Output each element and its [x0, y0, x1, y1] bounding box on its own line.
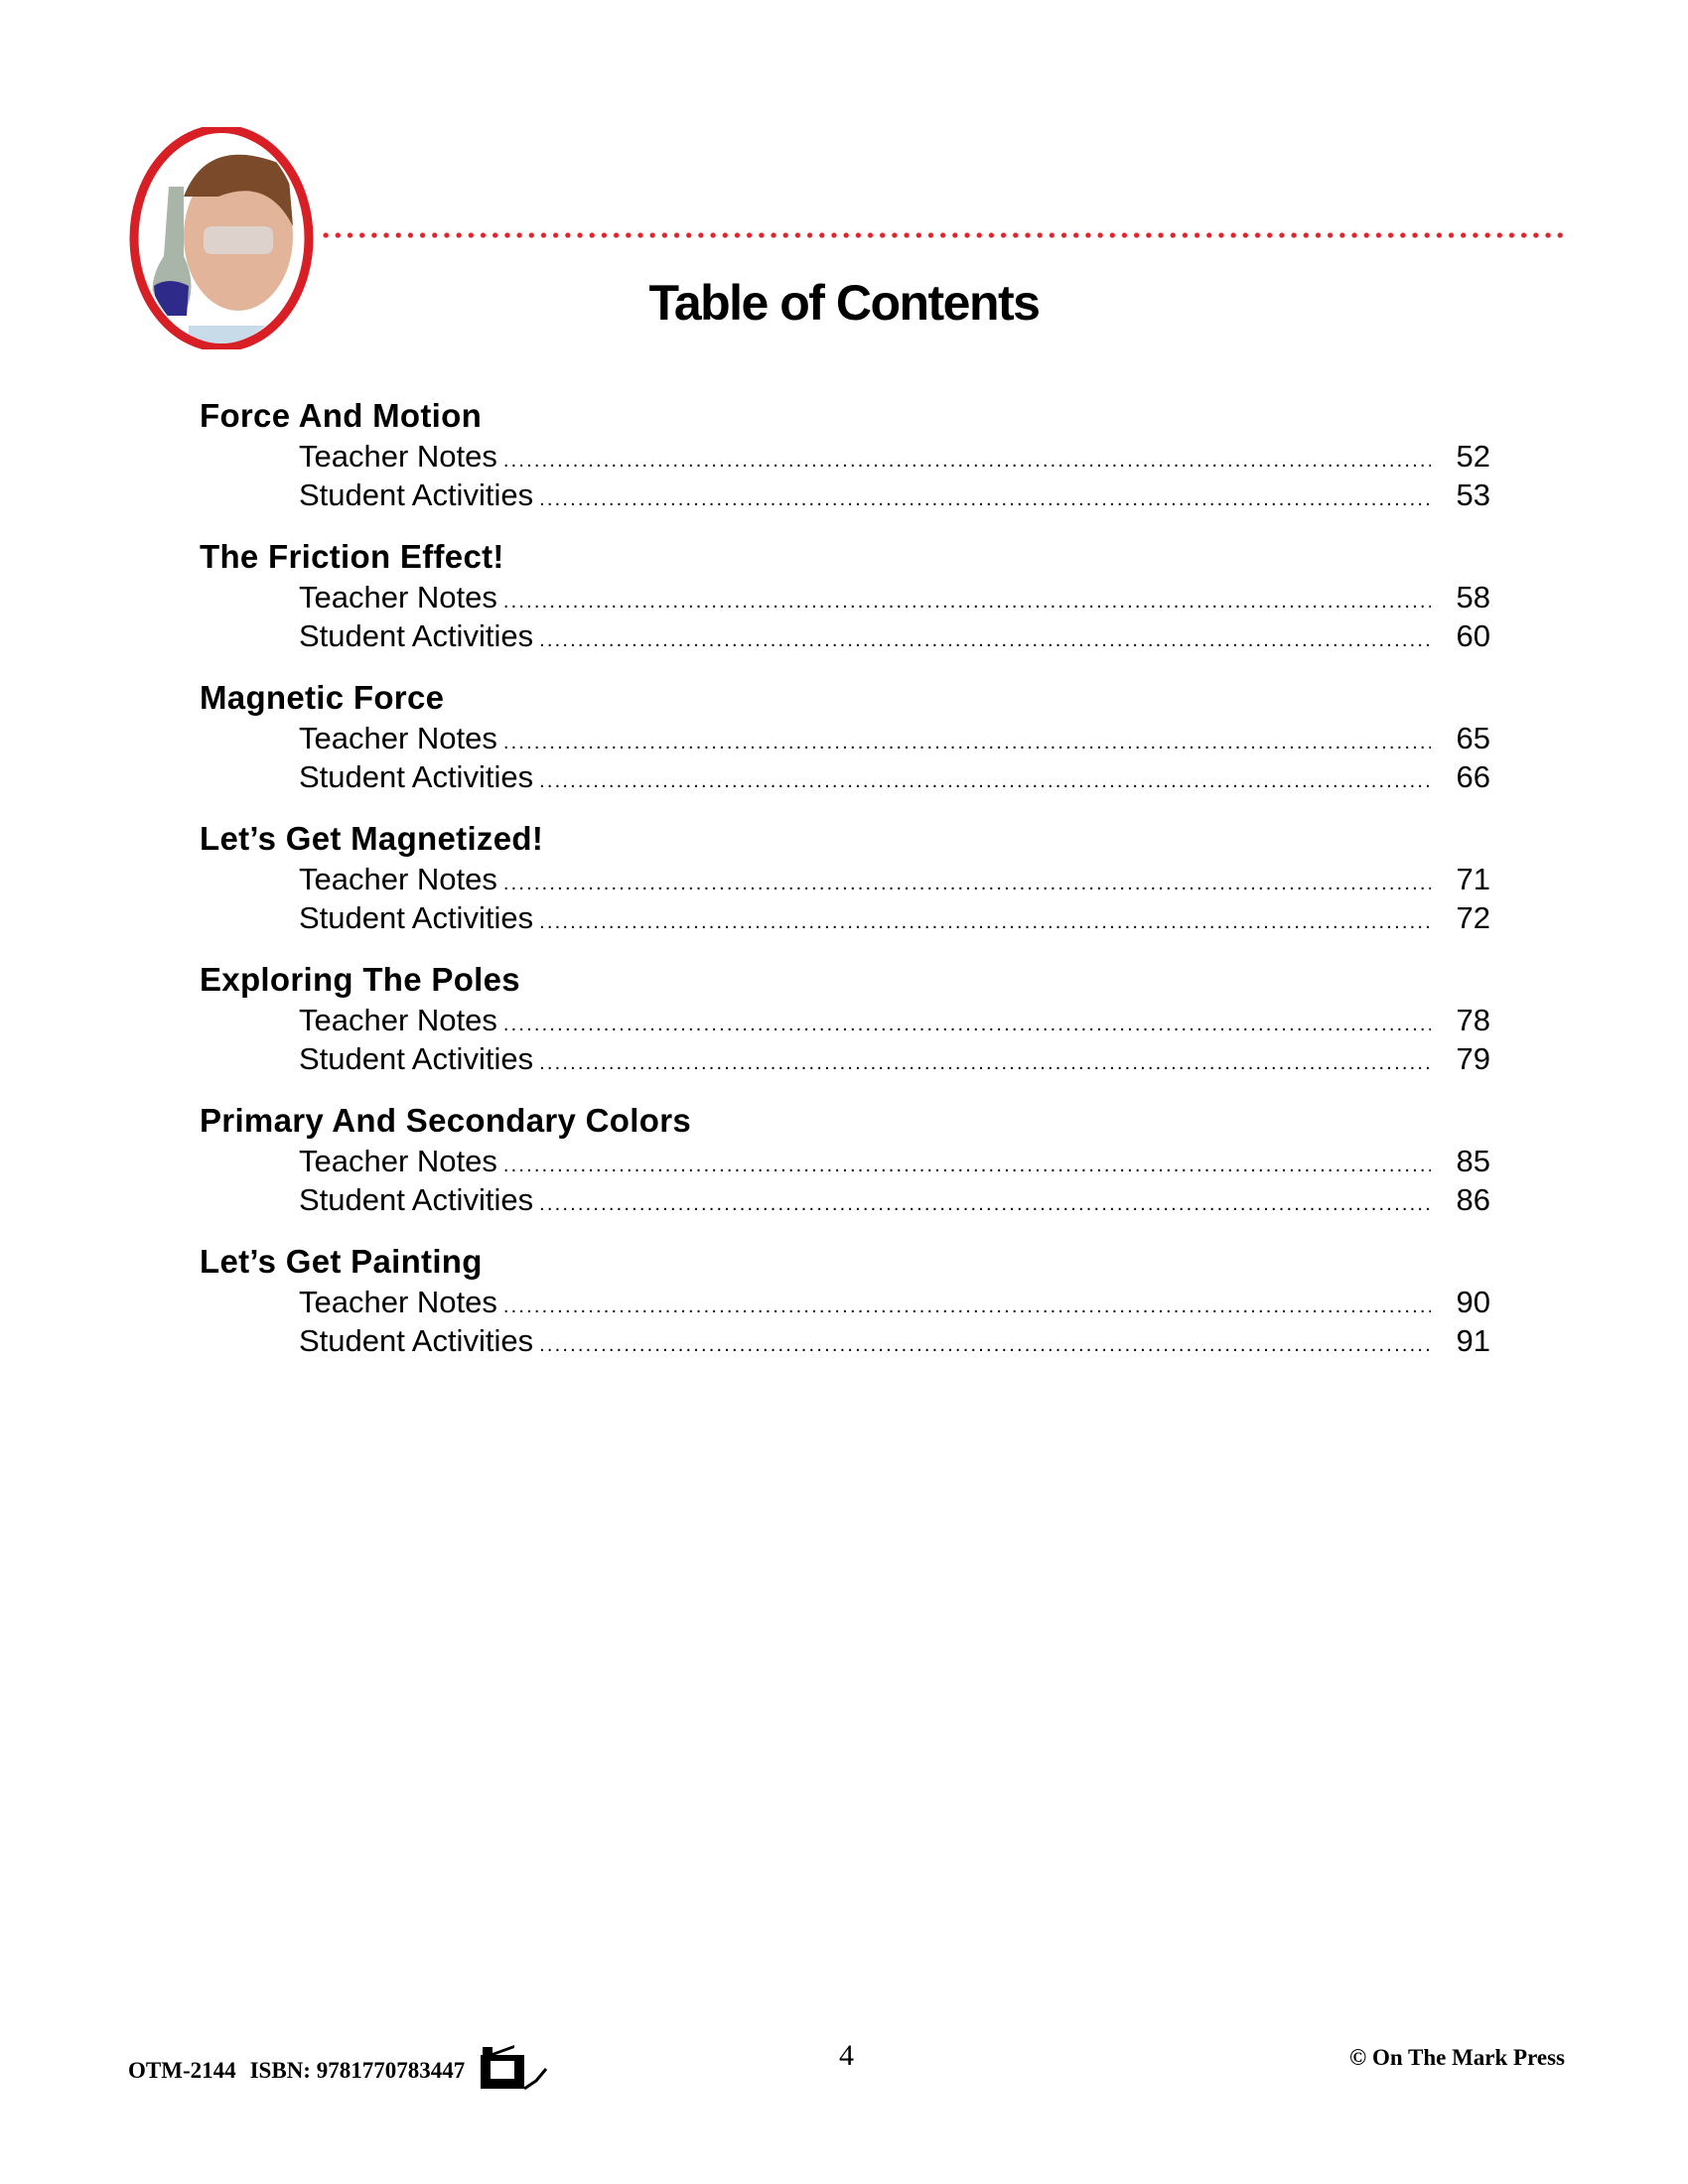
entry-page-number: 71: [1456, 862, 1490, 896]
dot-leader: [539, 903, 1431, 942]
dot-leader: [503, 442, 1431, 480]
page-title-text: Table of Contents: [648, 275, 1040, 331]
dot-leader: [539, 480, 1431, 519]
toc-entry[interactable]: [299, 1142, 1490, 1180]
entry-page-number: 52: [1456, 439, 1490, 474]
entry-label: Teacher Notes: [299, 1144, 497, 1178]
entry-label: Teacher Notes: [299, 439, 497, 474]
toc-section: [200, 677, 1490, 796]
entry-label: Student Activities: [299, 1041, 534, 1076]
toc-section: [200, 536, 1490, 655]
toc-entry[interactable]: [299, 757, 1490, 796]
entry-page-number: 79: [1456, 1041, 1490, 1076]
entry-label: Teacher Notes: [299, 862, 497, 896]
dot-leader: [539, 1185, 1431, 1224]
section-title: Let’s Get Magnetized!: [200, 820, 544, 857]
toc-section: [200, 959, 1490, 1078]
toc-entry[interactable]: [299, 578, 1490, 616]
dot-leader: [539, 762, 1431, 801]
isbn: ISBN: 9781770783447: [249, 2058, 466, 2083]
toc-entry[interactable]: [299, 616, 1490, 655]
toc-section: [200, 395, 1490, 514]
product-code: OTM-2144: [128, 2058, 236, 2083]
copyright: © On The Mark Press: [1349, 2045, 1565, 2070]
header-dotted-rule: [320, 232, 1565, 238]
entry-page-number: 86: [1456, 1182, 1490, 1217]
section-title: The Friction Effect!: [200, 538, 504, 575]
page-number: 4: [839, 2039, 854, 2072]
entry-page-number: 53: [1456, 478, 1490, 512]
dot-leader: [503, 1147, 1431, 1185]
entry-page-number: 58: [1456, 580, 1490, 614]
section-title: Primary And Secondary Colors: [200, 1102, 691, 1139]
toc-entry[interactable]: [299, 719, 1490, 757]
toc-entry[interactable]: [299, 1180, 1490, 1219]
dot-leader: [503, 865, 1431, 903]
dot-leader: [503, 1288, 1431, 1326]
footer-left: [128, 2045, 548, 2097]
section-title: Let’s Get Painting: [200, 1243, 483, 1280]
section-title: Magnetic Force: [200, 679, 445, 716]
toc-entry[interactable]: [299, 898, 1490, 937]
dot-leader: [503, 724, 1431, 762]
entry-label: Student Activities: [299, 900, 534, 935]
toc-entry[interactable]: [299, 1321, 1490, 1360]
toc-entry[interactable]: [299, 476, 1490, 514]
table-of-contents: [200, 395, 1490, 1382]
entry-label: Teacher Notes: [299, 580, 497, 614]
photocopier-icon: [479, 2045, 548, 2097]
section-title: Force And Motion: [200, 397, 483, 434]
entry-label: Teacher Notes: [299, 721, 497, 755]
toc-entry[interactable]: [299, 1001, 1490, 1039]
entry-label: Student Activities: [299, 759, 534, 794]
toc-section: [200, 1100, 1490, 1219]
toc-entry[interactable]: [299, 860, 1490, 898]
entry-label: Student Activities: [299, 478, 534, 512]
entry-page-number: 66: [1456, 759, 1490, 794]
dot-leader: [539, 1044, 1431, 1083]
dot-leader: [503, 1006, 1431, 1044]
dot-leader: [539, 621, 1431, 660]
dot-leader: [503, 583, 1431, 621]
entry-page-number: 72: [1456, 900, 1490, 935]
toc-entry[interactable]: [299, 1039, 1490, 1078]
toc-section: [200, 818, 1490, 937]
toc-entry[interactable]: [299, 437, 1490, 476]
entry-label: Teacher Notes: [299, 1003, 497, 1037]
entry-page-number: 60: [1456, 618, 1490, 653]
entry-page-number: 90: [1456, 1285, 1490, 1319]
dot-leader: [539, 1326, 1431, 1365]
entry-label: Student Activities: [299, 1323, 534, 1358]
entry-page-number: 91: [1456, 1323, 1490, 1358]
entry-page-number: 85: [1456, 1144, 1490, 1178]
entry-page-number: 65: [1456, 721, 1490, 755]
entry-label: Student Activities: [299, 618, 534, 653]
entry-label: Teacher Notes: [299, 1285, 497, 1319]
section-title: Exploring The Poles: [200, 961, 520, 998]
page-title: [0, 274, 1688, 332]
entry-page-number: 78: [1456, 1003, 1490, 1037]
toc-section: [200, 1241, 1490, 1360]
entry-label: Student Activities: [299, 1182, 534, 1217]
toc-entry[interactable]: [299, 1283, 1490, 1321]
